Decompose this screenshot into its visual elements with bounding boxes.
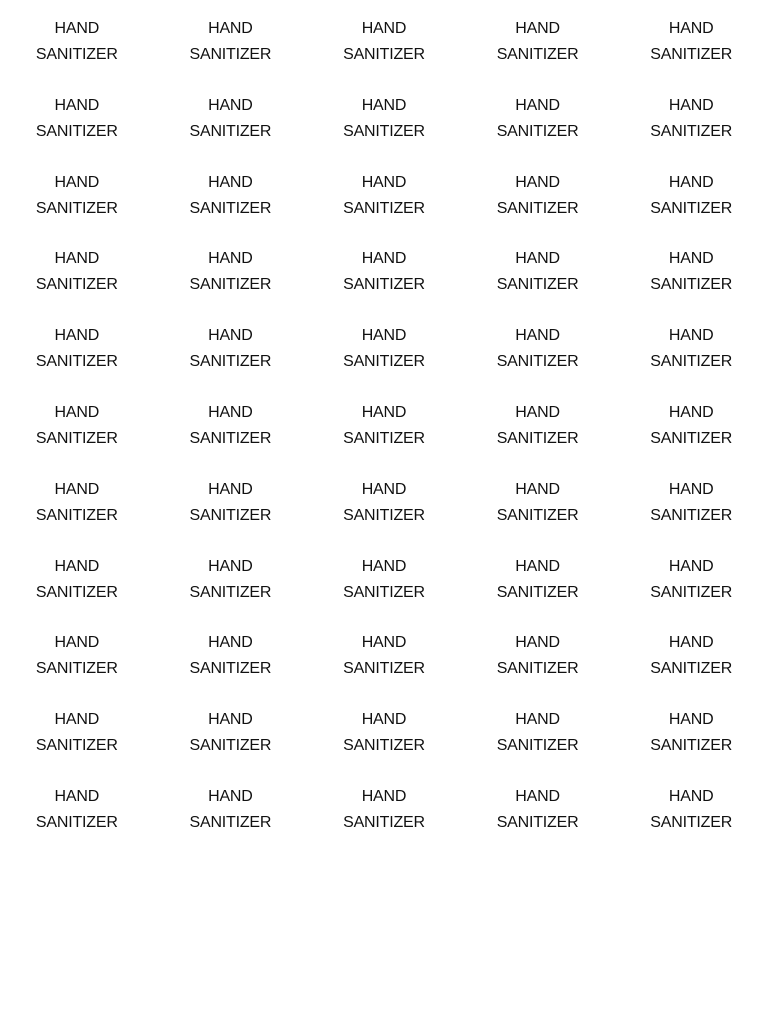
label-cell: [461, 323, 615, 400]
label-cell: [0, 707, 154, 784]
label-line-hand: HAND: [54, 250, 100, 268]
label-line-sanitizer: SANITIZER: [343, 353, 425, 371]
label-cell: [614, 554, 768, 631]
label-line-hand: HAND: [668, 327, 714, 345]
label-line-sanitizer: SANITIZER: [496, 46, 579, 63]
label-line-hand: HAND: [54, 327, 100, 345]
label-line-hand: HAND: [54, 787, 100, 805]
label-sheet: [0, 16, 768, 861]
label-cell: [614, 784, 768, 861]
label-line-hand: HAND: [54, 634, 100, 652]
label-line-hand: HAND: [515, 480, 560, 498]
label-line-sanitizer: SANITIZER: [496, 813, 579, 831]
label-line-sanitizer: SANITIZER: [343, 46, 425, 63]
label-cell: [0, 246, 154, 323]
label-cell: [461, 784, 615, 861]
label-line-sanitizer: SANITIZER: [343, 122, 425, 140]
label-cell: [307, 93, 461, 170]
label-cell: [0, 554, 154, 631]
label-line-hand: HAND: [361, 403, 407, 421]
label-line-sanitizer: SANITIZER: [496, 429, 579, 447]
label-line-hand: HAND: [54, 20, 100, 37]
label-line-sanitizer: SANITIZER: [189, 46, 272, 63]
label-line-sanitizer: SANITIZER: [189, 276, 272, 294]
label-line-hand: HAND: [208, 711, 253, 729]
label-line-sanitizer: SANITIZER: [189, 199, 272, 217]
label-line-sanitizer: SANITIZER: [189, 122, 272, 140]
label-cell: [614, 400, 768, 477]
label-line-hand: HAND: [515, 327, 560, 345]
label-line-hand: HAND: [668, 480, 714, 498]
label-line-hand: HAND: [54, 173, 100, 191]
label-line-hand: HAND: [668, 711, 714, 729]
label-line-sanitizer: SANITIZER: [650, 276, 733, 294]
label-line-sanitizer: SANITIZER: [189, 660, 272, 678]
label-cell: [461, 246, 615, 323]
label-line-sanitizer: SANITIZER: [496, 506, 579, 524]
label-cell: [307, 170, 461, 247]
label-cell: [461, 93, 615, 170]
label-line-sanitizer: SANITIZER: [343, 583, 425, 601]
label-line-sanitizer: SANITIZER: [496, 660, 579, 678]
label-cell: [154, 170, 308, 247]
label-cell: [307, 707, 461, 784]
label-line-sanitizer: SANITIZER: [343, 813, 425, 831]
label-cell: [614, 170, 768, 247]
label-line-sanitizer: SANITIZER: [650, 122, 733, 140]
label-cell: [614, 477, 768, 554]
label-line-sanitizer: SANITIZER: [35, 199, 118, 217]
label-line-hand: HAND: [54, 711, 100, 729]
label-cell: [461, 554, 615, 631]
label-line-hand: HAND: [361, 250, 407, 268]
label-cell: [0, 400, 154, 477]
label-cell: [461, 477, 615, 554]
label-cell: [307, 400, 461, 477]
label-cell: [154, 784, 308, 861]
label-line-sanitizer: SANITIZER: [35, 660, 118, 678]
label-line-sanitizer: SANITIZER: [650, 429, 733, 447]
label-line-hand: HAND: [54, 557, 100, 575]
label-line-sanitizer: SANITIZER: [496, 276, 579, 294]
label-cell: [0, 477, 154, 554]
label-cell: [461, 630, 615, 707]
label-line-hand: HAND: [668, 634, 714, 652]
label-cell: [614, 630, 768, 707]
label-line-hand: HAND: [361, 711, 407, 729]
label-line-hand: HAND: [515, 634, 560, 652]
label-line-sanitizer: SANITIZER: [189, 583, 272, 601]
label-line-hand: HAND: [668, 96, 714, 114]
label-cell: [307, 554, 461, 631]
label-line-sanitizer: SANITIZER: [650, 660, 733, 678]
label-cell: [614, 323, 768, 400]
label-line-hand: HAND: [515, 173, 560, 191]
label-cell: [154, 554, 308, 631]
label-cell: [307, 323, 461, 400]
label-line-hand: HAND: [208, 173, 253, 191]
label-cell: [0, 93, 154, 170]
label-line-sanitizer: SANITIZER: [35, 813, 118, 831]
label-line-hand: HAND: [515, 787, 560, 805]
label-cell: [154, 400, 308, 477]
label-line-sanitizer: SANITIZER: [189, 813, 272, 831]
label-line-hand: HAND: [668, 20, 714, 37]
label-line-hand: HAND: [515, 557, 560, 575]
label-line-sanitizer: SANITIZER: [343, 737, 425, 755]
label-line-hand: HAND: [668, 403, 714, 421]
label-line-hand: HAND: [668, 173, 714, 191]
label-line-hand: HAND: [208, 787, 253, 805]
label-line-sanitizer: SANITIZER: [35, 276, 118, 294]
label-line-hand: HAND: [515, 20, 560, 37]
label-line-hand: HAND: [361, 173, 407, 191]
label-line-hand: HAND: [361, 20, 407, 37]
label-cell: [0, 630, 154, 707]
label-cell: [614, 707, 768, 784]
label-line-hand: HAND: [515, 711, 560, 729]
label-cell: [307, 246, 461, 323]
label-line-sanitizer: SANITIZER: [496, 122, 579, 140]
label-line-sanitizer: SANITIZER: [343, 199, 425, 217]
label-line-sanitizer: SANITIZER: [343, 429, 425, 447]
label-line-sanitizer: SANITIZER: [189, 429, 272, 447]
label-line-sanitizer: SANITIZER: [35, 429, 118, 447]
label-line-hand: HAND: [54, 403, 100, 421]
label-cell: [461, 16, 615, 93]
label-line-sanitizer: SANITIZER: [650, 583, 733, 601]
label-line-sanitizer: SANITIZER: [343, 660, 425, 678]
label-line-sanitizer: SANITIZER: [650, 199, 733, 217]
label-line-hand: HAND: [361, 787, 407, 805]
label-cell: [154, 630, 308, 707]
label-line-sanitizer: SANITIZER: [650, 353, 733, 371]
label-cell: [614, 93, 768, 170]
label-cell: [461, 170, 615, 247]
label-line-sanitizer: SANITIZER: [496, 583, 579, 601]
label-line-hand: HAND: [208, 480, 253, 498]
label-line-hand: HAND: [361, 327, 407, 345]
label-line-sanitizer: SANITIZER: [650, 813, 733, 831]
label-cell: [154, 16, 308, 93]
label-line-hand: HAND: [208, 250, 253, 268]
label-line-hand: HAND: [361, 480, 407, 498]
label-line-hand: HAND: [515, 250, 560, 268]
label-cell: [307, 477, 461, 554]
label-cell: [0, 323, 154, 400]
label-line-hand: HAND: [54, 480, 100, 498]
label-line-hand: HAND: [361, 634, 407, 652]
label-line-sanitizer: SANITIZER: [35, 46, 118, 63]
label-line-hand: HAND: [515, 403, 560, 421]
label-line-sanitizer: SANITIZER: [35, 122, 118, 140]
label-line-hand: HAND: [54, 96, 100, 114]
label-cell: [614, 246, 768, 323]
label-line-hand: HAND: [361, 96, 407, 114]
label-cell: [154, 246, 308, 323]
label-line-hand: HAND: [668, 787, 714, 805]
label-line-hand: HAND: [208, 327, 253, 345]
label-line-hand: HAND: [668, 557, 714, 575]
label-line-sanitizer: SANITIZER: [35, 737, 118, 755]
label-line-hand: HAND: [208, 403, 253, 421]
label-line-sanitizer: SANITIZER: [496, 199, 579, 217]
label-line-hand: HAND: [208, 634, 253, 652]
label-line-sanitizer: SANITIZER: [650, 46, 733, 63]
label-line-sanitizer: SANITIZER: [650, 506, 733, 524]
label-cell: [0, 784, 154, 861]
label-cell: [0, 16, 154, 93]
label-line-sanitizer: SANITIZER: [343, 506, 425, 524]
label-line-sanitizer: SANITIZER: [343, 276, 425, 294]
label-line-hand: HAND: [361, 557, 407, 575]
label-line-sanitizer: SANITIZER: [35, 353, 118, 371]
label-cell: [307, 630, 461, 707]
label-line-sanitizer: SANITIZER: [35, 583, 118, 601]
label-cell: [154, 477, 308, 554]
label-line-hand: HAND: [208, 20, 253, 37]
label-cell: [461, 707, 615, 784]
label-line-hand: HAND: [515, 96, 560, 114]
label-line-sanitizer: SANITIZER: [496, 353, 579, 371]
label-line-hand: HAND: [668, 250, 714, 268]
label-cell: [614, 16, 768, 93]
label-line-hand: HAND: [208, 557, 253, 575]
label-line-sanitizer: SANITIZER: [496, 737, 579, 755]
label-cell: [154, 707, 308, 784]
label-line-sanitizer: SANITIZER: [650, 737, 733, 755]
label-cell: [154, 93, 308, 170]
label-line-sanitizer: SANITIZER: [189, 353, 272, 371]
label-cell: [154, 323, 308, 400]
label-line-hand: HAND: [208, 96, 253, 114]
label-cell: [307, 784, 461, 861]
label-line-sanitizer: SANITIZER: [189, 737, 272, 755]
label-cell: [0, 170, 154, 247]
label-line-sanitizer: SANITIZER: [189, 506, 272, 524]
label-line-sanitizer: SANITIZER: [35, 506, 118, 524]
label-cell: [461, 400, 615, 477]
label-cell: [307, 16, 461, 93]
